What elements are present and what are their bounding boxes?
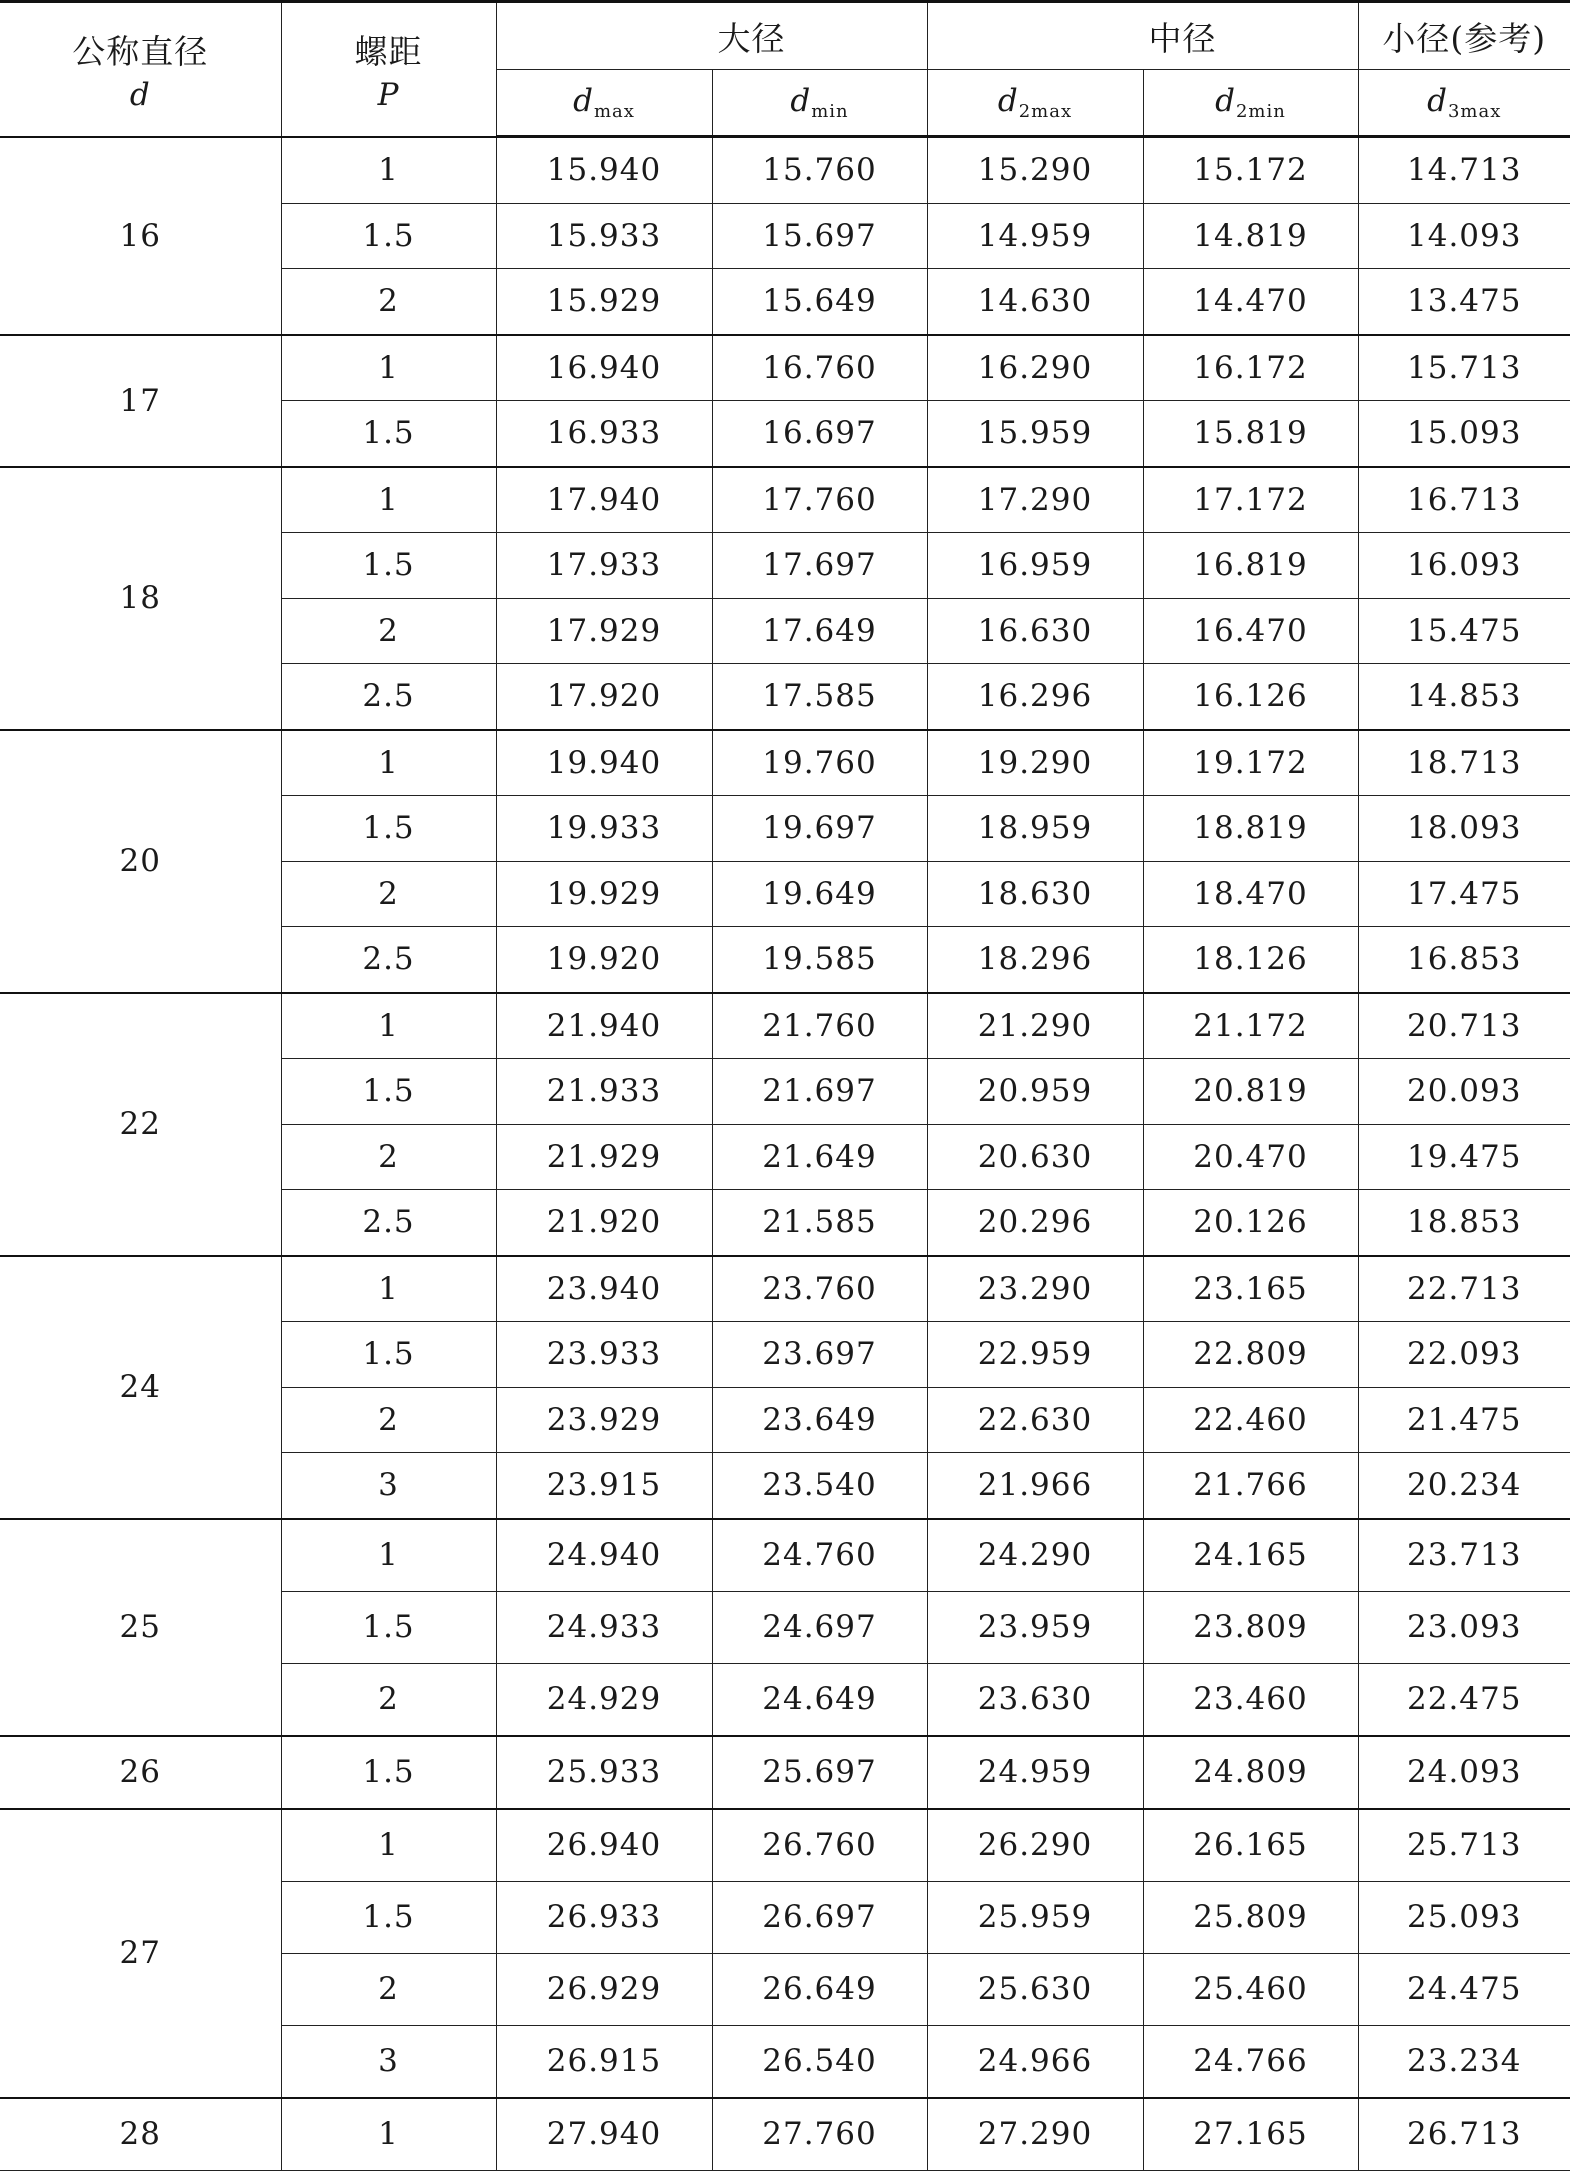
- d2min-cell: 20.819: [1143, 1059, 1358, 1125]
- dmin-cell: 23.540: [712, 1453, 927, 1519]
- d2max-cell: 19.290: [927, 730, 1143, 796]
- pitch-cell: 1: [281, 137, 496, 204]
- d3max-cell: 22.713: [1358, 1256, 1570, 1322]
- dmax-cell: 24.933: [496, 1591, 712, 1663]
- pitch-cell: 1.5: [281, 1059, 496, 1125]
- dmin-cell: 17.585: [712, 664, 927, 730]
- dmin-cell: 26.649: [712, 1953, 927, 2025]
- d2min-cell: 24.809: [1143, 1736, 1358, 1809]
- dmin-cell: 24.649: [712, 1663, 927, 1736]
- pitch-cell: 1.5: [281, 1322, 496, 1388]
- dmax-cell: 17.933: [496, 533, 712, 599]
- pitch-cell: 2.5: [281, 927, 496, 993]
- nominal-diameter-cell: 24: [0, 1256, 281, 1519]
- d2max-cell: 26.290: [927, 1809, 1143, 1882]
- d2max-cell: 16.290: [927, 335, 1143, 401]
- d2max-cell: 22.630: [927, 1387, 1143, 1453]
- dmin-cell: 25.697: [712, 1736, 927, 1809]
- pitch-cell: 1: [281, 467, 496, 533]
- pitch-cell: 1.5: [281, 533, 496, 599]
- pitch-cell: 1.5: [281, 203, 496, 269]
- table-row: [0, 1256, 1570, 1322]
- dmax-cell: 21.929: [496, 1124, 712, 1190]
- header-row-1: [0, 2, 1570, 70]
- dmax-cell: 25.933: [496, 1736, 712, 1809]
- d2max-cell: 23.630: [927, 1663, 1143, 1736]
- d2max-cell: 22.959: [927, 1322, 1143, 1388]
- pitch-cell: 1: [281, 1519, 496, 1592]
- d2max-cell: 15.959: [927, 401, 1143, 467]
- d2max-cell: 24.966: [927, 2025, 1143, 2098]
- dmax-cell: 15.933: [496, 203, 712, 269]
- d2max-cell: 23.959: [927, 1591, 1143, 1663]
- nominal-diameter-symbol: d: [129, 76, 151, 113]
- pitch-cell: 2: [281, 269, 496, 335]
- dmax-cell: 23.929: [496, 1387, 712, 1453]
- dmin-cell: 26.697: [712, 1881, 927, 1953]
- nominal-diameter-header: [0, 2, 281, 137]
- d2min-cell: 14.470: [1143, 269, 1358, 335]
- d2max-cell: 20.959: [927, 1059, 1143, 1125]
- dmax-cell: 21.920: [496, 1190, 712, 1256]
- d2min-cell: 16.172: [1143, 335, 1358, 401]
- d3max-cell: 20.234: [1358, 1453, 1570, 1519]
- table-row: [0, 137, 1570, 204]
- pitch-cell: 1: [281, 335, 496, 401]
- nominal-diameter-cell: 22: [0, 993, 281, 1256]
- d2min-cell: 19.172: [1143, 730, 1358, 796]
- pitch-cell: 1.5: [281, 401, 496, 467]
- pitch-diameter-header: 中径: [927, 2, 1358, 70]
- pitch-cell: 1: [281, 2098, 496, 2171]
- d3max-cell: 25.093: [1358, 1881, 1570, 1953]
- dmax-cell: 17.920: [496, 664, 712, 730]
- d3max-cell: 18.853: [1358, 1190, 1570, 1256]
- d3max-cell: 16.713: [1358, 467, 1570, 533]
- dmax-cell: 26.940: [496, 1809, 712, 1882]
- dmax-cell: 26.929: [496, 1953, 712, 2025]
- dmax-cell: 21.933: [496, 1059, 712, 1125]
- dmin-cell: 19.585: [712, 927, 927, 993]
- d3max-cell: 23.713: [1358, 1519, 1570, 1592]
- d2min-cell: 17.172: [1143, 467, 1358, 533]
- nominal-diameter-cell: 16: [0, 137, 281, 335]
- d2max-cell: 20.296: [927, 1190, 1143, 1256]
- d2max-cell: 18.959: [927, 796, 1143, 862]
- pitch-cell: 2: [281, 1124, 496, 1190]
- pitch-cell: 2.5: [281, 1190, 496, 1256]
- d2max-cell: 14.630: [927, 269, 1143, 335]
- dmax-cell: 27.940: [496, 2098, 712, 2171]
- dmin-cell: 15.649: [712, 269, 927, 335]
- d2min-cell: 20.126: [1143, 1190, 1358, 1256]
- pitch-cell: 3: [281, 2025, 496, 2098]
- dmin-cell: 16.760: [712, 335, 927, 401]
- d2max-cell: 21.290: [927, 993, 1143, 1059]
- d2max-cell: 25.630: [927, 1953, 1143, 2025]
- dmin-cell: 17.760: [712, 467, 927, 533]
- d3max-cell: 22.093: [1358, 1322, 1570, 1388]
- d3max-cell: 22.475: [1358, 1663, 1570, 1736]
- nominal-diameter-cell: 17: [0, 335, 281, 467]
- dmin-cell: 19.697: [712, 796, 927, 862]
- d2min-header: $d_{2min}$: [1143, 70, 1358, 137]
- d3max-cell: 23.093: [1358, 1591, 1570, 1663]
- d2max-cell: 21.966: [927, 1453, 1143, 1519]
- dmin-cell: 16.697: [712, 401, 927, 467]
- dmin-cell: 24.697: [712, 1591, 927, 1663]
- pitch-cell: 1: [281, 1256, 496, 1322]
- d2min-cell: 15.172: [1143, 137, 1358, 204]
- dmax-cell: 21.940: [496, 993, 712, 1059]
- d2max-cell: 20.630: [927, 1124, 1143, 1190]
- dmax-cell: 24.940: [496, 1519, 712, 1592]
- pitch-cell: 2: [281, 598, 496, 664]
- d2min-cell: 22.809: [1143, 1322, 1358, 1388]
- d2min-cell: 21.766: [1143, 1453, 1358, 1519]
- d3max-cell: 15.475: [1358, 598, 1570, 664]
- dmax-header: $d_{max}$: [496, 70, 712, 137]
- table-row: [0, 730, 1570, 796]
- d3max-cell: 26.713: [1358, 2098, 1570, 2171]
- dmax-cell: 15.940: [496, 137, 712, 204]
- pitch-cell: 2: [281, 1387, 496, 1453]
- pitch-symbol: P: [377, 76, 400, 113]
- d3max-cell: 17.475: [1358, 861, 1570, 927]
- d2min-cell: 18.126: [1143, 927, 1358, 993]
- d2min-cell: 18.470: [1143, 861, 1358, 927]
- d3max-cell: 14.713: [1358, 137, 1570, 204]
- d2min-cell: 14.819: [1143, 203, 1358, 269]
- d2min-cell: 16.126: [1143, 664, 1358, 730]
- d2min-cell: 25.809: [1143, 1881, 1358, 1953]
- d2min-cell: 16.819: [1143, 533, 1358, 599]
- nominal-diameter-cell: 28: [0, 2098, 281, 2171]
- table-row: [0, 1736, 1570, 1809]
- dmin-cell: 23.697: [712, 1322, 927, 1388]
- dmin-cell: 15.760: [712, 137, 927, 204]
- d2min-cell: 23.460: [1143, 1663, 1358, 1736]
- table-row: [0, 1809, 1570, 1882]
- d3max-cell: 18.093: [1358, 796, 1570, 862]
- d2max-cell: 18.630: [927, 861, 1143, 927]
- table-row: [0, 335, 1570, 401]
- pitch-cell: 1.5: [281, 1591, 496, 1663]
- dmin-cell: 21.585: [712, 1190, 927, 1256]
- pitch-cell: 2: [281, 861, 496, 927]
- pitch-cell: 1: [281, 730, 496, 796]
- dmax-cell: 19.933: [496, 796, 712, 862]
- d3max-cell: 15.713: [1358, 335, 1570, 401]
- d2min-cell: 16.470: [1143, 598, 1358, 664]
- d3max-header: $d_{3max}$: [1358, 70, 1570, 137]
- d2min-cell: 15.819: [1143, 401, 1358, 467]
- dmax-cell: 16.933: [496, 401, 712, 467]
- dmin-header: $d_{min}$: [712, 70, 927, 137]
- dmin-cell: 17.697: [712, 533, 927, 599]
- dmax-cell: 16.940: [496, 335, 712, 401]
- pitch-cell: 2: [281, 1663, 496, 1736]
- dmin-cell: 15.697: [712, 203, 927, 269]
- dmax-cell: 23.940: [496, 1256, 712, 1322]
- dmin-cell: 24.760: [712, 1519, 927, 1592]
- dmin-cell: 23.760: [712, 1256, 927, 1322]
- dmax-cell: 26.933: [496, 1881, 712, 1953]
- d2max-cell: 24.959: [927, 1736, 1143, 1809]
- nominal-diameter-cell: 20: [0, 730, 281, 993]
- d2min-cell: 26.165: [1143, 1809, 1358, 1882]
- dmax-cell: 19.929: [496, 861, 712, 927]
- table-row: [0, 467, 1570, 533]
- dmax-cell: 17.929: [496, 598, 712, 664]
- d2min-cell: 23.165: [1143, 1256, 1358, 1322]
- d3max-cell: 18.713: [1358, 730, 1570, 796]
- d2max-cell: 17.290: [927, 467, 1143, 533]
- pitch-cell: 2: [281, 1953, 496, 2025]
- d2min-cell: 20.470: [1143, 1124, 1358, 1190]
- d2max-cell: 16.959: [927, 533, 1143, 599]
- dmin-cell: 21.697: [712, 1059, 927, 1125]
- dmin-cell: 27.760: [712, 2098, 927, 2171]
- d3max-cell: 15.093: [1358, 401, 1570, 467]
- d3max-cell: 19.475: [1358, 1124, 1570, 1190]
- pitch-cell: 1: [281, 1809, 496, 1882]
- d2min-cell: 22.460: [1143, 1387, 1358, 1453]
- d2max-header: $d_{2max}$: [927, 70, 1143, 137]
- dmin-cell: 17.649: [712, 598, 927, 664]
- d2min-cell: 24.766: [1143, 2025, 1358, 2098]
- d2max-cell: 14.959: [927, 203, 1143, 269]
- pitch-cell: 1.5: [281, 1736, 496, 1809]
- minor-diameter-header: 小径(参考): [1358, 2, 1570, 70]
- d2max-cell: 18.296: [927, 927, 1143, 993]
- nominal-diameter-cell: 18: [0, 467, 281, 730]
- dmin-cell: 21.649: [712, 1124, 927, 1190]
- pitch-cell: 1.5: [281, 796, 496, 862]
- pitch-header: [281, 2, 496, 137]
- dmax-cell: 23.933: [496, 1322, 712, 1388]
- dmin-cell: 23.649: [712, 1387, 927, 1453]
- major-diameter-header: 大径: [496, 2, 927, 70]
- nominal-diameter-cell: 27: [0, 1809, 281, 2098]
- d3max-cell: 23.234: [1358, 2025, 1570, 2098]
- d2max-cell: 25.959: [927, 1881, 1143, 1953]
- table-row: [0, 2098, 1570, 2171]
- table-row: [0, 1519, 1570, 1592]
- nominal-diameter-cell: 26: [0, 1736, 281, 1809]
- d2max-cell: 27.290: [927, 2098, 1143, 2171]
- dmin-cell: 19.760: [712, 730, 927, 796]
- dmax-cell: 19.940: [496, 730, 712, 796]
- d2min-cell: 18.819: [1143, 796, 1358, 862]
- d2min-cell: 21.172: [1143, 993, 1358, 1059]
- d2max-cell: 16.630: [927, 598, 1143, 664]
- d2max-cell: 16.296: [927, 664, 1143, 730]
- pitch-cell: 1.5: [281, 1881, 496, 1953]
- d2max-cell: 24.290: [927, 1519, 1143, 1592]
- d3max-cell: 20.093: [1358, 1059, 1570, 1125]
- dmin-cell: 21.760: [712, 993, 927, 1059]
- dmax-cell: 23.915: [496, 1453, 712, 1519]
- dmin-cell: 19.649: [712, 861, 927, 927]
- d3max-cell: 16.093: [1358, 533, 1570, 599]
- dmax-cell: 26.915: [496, 2025, 712, 2098]
- d2min-cell: 24.165: [1143, 1519, 1358, 1592]
- d2min-cell: 25.460: [1143, 1953, 1358, 2025]
- d3max-cell: 21.475: [1358, 1387, 1570, 1453]
- pitch-label: 螺距: [354, 31, 423, 71]
- d3max-cell: 14.853: [1358, 664, 1570, 730]
- pitch-cell: 2.5: [281, 664, 496, 730]
- dmin-cell: 26.540: [712, 2025, 927, 2098]
- d2min-cell: 27.165: [1143, 2098, 1358, 2171]
- d2max-cell: 15.290: [927, 137, 1143, 204]
- dmax-cell: 15.929: [496, 269, 712, 335]
- pitch-cell: 1: [281, 993, 496, 1059]
- d3max-cell: 25.713: [1358, 1809, 1570, 1882]
- dmin-cell: 26.760: [712, 1809, 927, 1882]
- nominal-diameter-label: 公称直径: [72, 31, 209, 71]
- table-row: [0, 993, 1570, 1059]
- d3max-cell: 16.853: [1358, 927, 1570, 993]
- dmax-cell: 17.940: [496, 467, 712, 533]
- d3max-cell: 24.475: [1358, 1953, 1570, 2025]
- d2max-cell: 23.290: [927, 1256, 1143, 1322]
- table-body: [0, 137, 1570, 2171]
- d2min-cell: 23.809: [1143, 1591, 1358, 1663]
- d3max-cell: 14.093: [1358, 203, 1570, 269]
- dmax-cell: 19.920: [496, 927, 712, 993]
- d3max-cell: 24.093: [1358, 1736, 1570, 1809]
- nominal-diameter-cell: 25: [0, 1519, 281, 1736]
- dmax-cell: 24.929: [496, 1663, 712, 1736]
- d3max-cell: 20.713: [1358, 993, 1570, 1059]
- d3max-cell: 13.475: [1358, 269, 1570, 335]
- pitch-cell: 3: [281, 1453, 496, 1519]
